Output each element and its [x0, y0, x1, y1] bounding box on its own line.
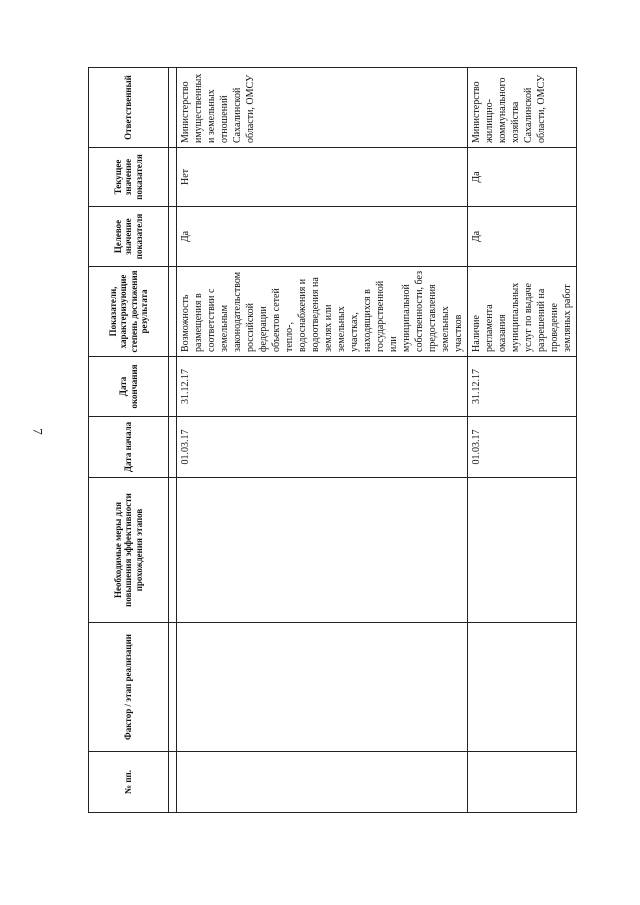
spacer-cell: [169, 623, 177, 752]
page-number: 7: [30, 428, 46, 435]
row-start-date: 01.03.17: [177, 417, 468, 478]
row-num: [468, 752, 577, 813]
row-responsible: Министерство жилищно-коммунального хозяйства Сахалинской области, ОМСУ: [468, 68, 577, 148]
row-measures: [468, 478, 577, 623]
row-measures: [177, 478, 468, 623]
spacer-cell: [169, 148, 177, 207]
spacer-cell: [169, 478, 177, 623]
row-factor: [468, 623, 577, 752]
spacer-cell: [169, 267, 177, 357]
rotated-table-wrapper: [88, 68, 573, 813]
row-start-date: 01.03.17: [468, 417, 577, 478]
row-current-value: Да: [468, 148, 577, 207]
row-end-date: 31.12.17: [177, 357, 468, 417]
row-end-date: 31.12.17: [468, 357, 577, 417]
spacer-cell: [169, 68, 177, 148]
row-factor: [177, 623, 468, 752]
header-indicator: Показатели, характеризующие степень достижения результата: [89, 267, 169, 357]
row-indicator: Наличие регламента оказания муниципальных услуг по выдаче разрешений на проведение земляных работ: [468, 267, 577, 357]
row-target-value: Да: [177, 207, 468, 267]
header-end-date: Дата окончания: [89, 357, 169, 417]
table-row: [177, 68, 468, 813]
row-num: [177, 752, 468, 813]
header-target-value: Целевое значение показателя: [89, 207, 169, 267]
table-header-row: [89, 68, 169, 813]
row-target-value: Да: [468, 207, 577, 267]
implementation-plan-table: [88, 67, 577, 813]
row-responsible: Министерство имущественных и земельных отношений Сахалинской области, ОМСУ: [177, 68, 468, 148]
header-start-date: Дата начала: [89, 417, 169, 478]
header-current-value: Текущее значение показателя: [89, 148, 169, 207]
header-num: № пп.: [89, 752, 169, 813]
row-indicator: Возможность размещения в соответствии с земельным законодательством российской федерации объектов сетей тепло-, водоснабжения и водоотведения на землях или земельных участках, находящихся в государственной или муниципальной собственности, без предоставления земельных участков: [177, 267, 468, 357]
header-measures: Необходимые меры для повышения эффективности прохождения этапов: [89, 478, 169, 623]
spacer-cell: [169, 417, 177, 478]
header-factor: Фактор / этап реализации: [89, 623, 169, 752]
row-current-value: Нет: [177, 148, 468, 207]
table-row: [468, 68, 577, 813]
header-responsible: Ответственный: [89, 68, 169, 148]
spacer-cell: [169, 207, 177, 267]
table-spacer-row: [169, 68, 177, 813]
spacer-cell: [169, 357, 177, 417]
spacer-cell: [169, 752, 177, 813]
